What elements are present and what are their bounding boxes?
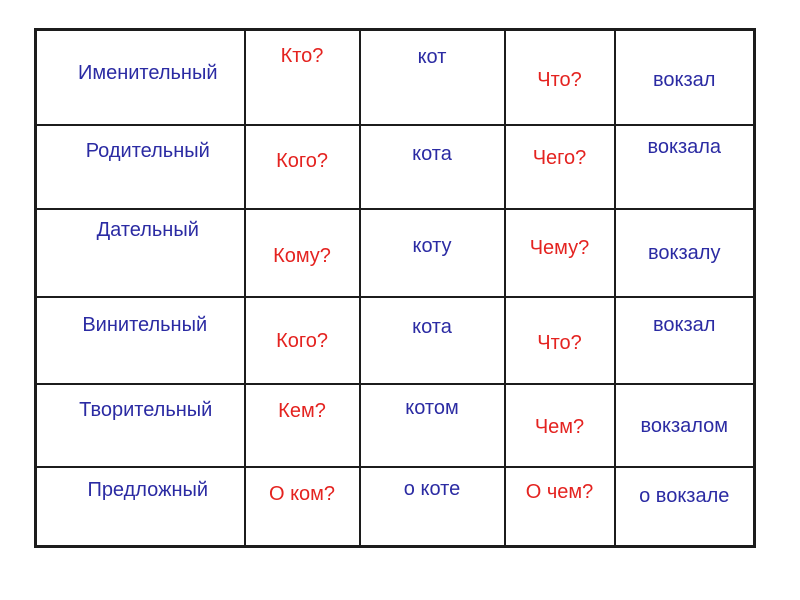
animate-question-cell [245, 125, 360, 209]
animate-word: кот [417, 46, 447, 68]
animate-question-cell [245, 297, 360, 384]
animate-word-cell [360, 209, 505, 297]
case-name: Именительный [77, 62, 218, 84]
inanimate-word-cell [615, 297, 755, 384]
case-name: Дательный [96, 218, 199, 241]
animate-question: О ком? [268, 482, 336, 505]
animate-question: Кого? [276, 149, 328, 172]
animate-word-cell [360, 297, 505, 384]
inanimate-word: вокзалу [648, 241, 721, 264]
animate-word: о коте [403, 477, 461, 500]
inanimate-question-cell [505, 30, 615, 125]
animate-word: кота [412, 315, 452, 338]
case-name: Творительный [79, 398, 213, 421]
inanimate-word: вокзал [653, 69, 716, 91]
animate-question: Кому? [273, 244, 331, 267]
animate-word: коту [412, 234, 452, 257]
case-name-cell [36, 30, 245, 125]
animate-question-cell [245, 467, 360, 547]
case-name-cell [36, 384, 245, 467]
case-name-cell [36, 467, 245, 547]
inanimate-question: Чего? [532, 146, 587, 169]
case-name: Предложный [87, 478, 209, 501]
inanimate-question: Что? [537, 331, 582, 354]
inanimate-word: вокзал [653, 313, 716, 336]
animate-word: котом [405, 396, 459, 419]
animate-word-cell [360, 30, 505, 125]
table-row-nominative [36, 30, 755, 125]
inanimate-word: о вокзале [639, 484, 730, 507]
animate-word-cell [360, 467, 505, 547]
inanimate-word-cell [615, 30, 755, 125]
case-name-cell [36, 297, 245, 384]
table-row-accusative [36, 297, 755, 384]
animate-question-cell [245, 30, 360, 125]
animate-word-cell [360, 384, 505, 467]
inanimate-word-cell [615, 125, 755, 209]
inanimate-word: вокзала [647, 135, 722, 158]
case-name-cell [36, 125, 245, 209]
case-name: Винительный [82, 313, 208, 336]
table-row-instrumental [36, 384, 755, 467]
cases-declension-table [34, 28, 756, 548]
animate-question: Кем? [278, 399, 326, 422]
animate-question: Кто? [280, 45, 324, 67]
table-row-dative [36, 209, 755, 297]
animate-question-cell [245, 209, 360, 297]
table-row-genitive [36, 125, 755, 209]
animate-question-cell [245, 384, 360, 467]
inanimate-question-cell [505, 125, 615, 209]
inanimate-question: О чем? [525, 480, 594, 503]
animate-word-cell [360, 125, 505, 209]
inanimate-question-cell [505, 209, 615, 297]
inanimate-question-cell [505, 467, 615, 547]
table-row-prepositional [36, 467, 755, 547]
animate-question: Кого? [276, 329, 328, 352]
case-name: Родительный [85, 139, 210, 162]
inanimate-question: Что? [537, 69, 582, 91]
inanimate-word: вокзалом [640, 414, 729, 437]
inanimate-word-cell [615, 209, 755, 297]
animate-word: кота [412, 142, 452, 165]
case-name-cell [36, 209, 245, 297]
inanimate-question-cell [505, 297, 615, 384]
inanimate-question: Чему? [529, 236, 590, 259]
inanimate-question: Чем? [534, 415, 585, 438]
inanimate-word-cell [615, 467, 755, 547]
inanimate-question-cell [505, 384, 615, 467]
inanimate-word-cell [615, 384, 755, 467]
